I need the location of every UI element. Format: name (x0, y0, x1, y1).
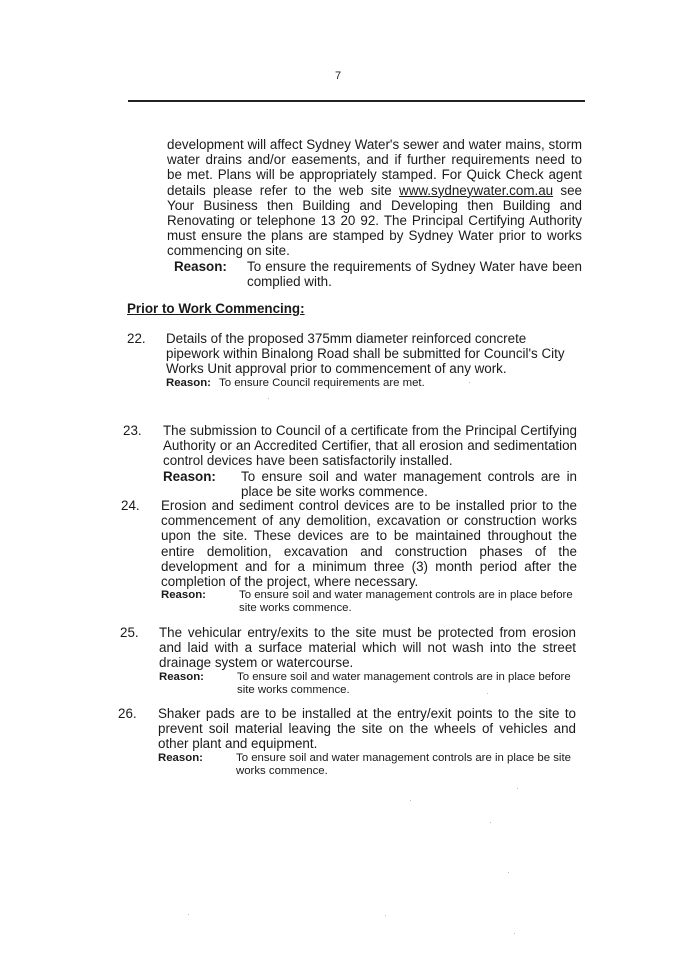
condition-reason (161, 589, 577, 615)
condition-number: 22. (127, 331, 146, 346)
condition-reason (166, 377, 577, 390)
condition-number: 23. (123, 423, 142, 438)
reason-text: To ensure soil and water management controls are in place be site works commence. (241, 468, 577, 499)
condition-26 (118, 706, 576, 778)
sydney-water-link[interactable]: www.sydneywater.com.au (399, 182, 554, 198)
condition-number: 25. (120, 625, 139, 640)
reason-label: Reason: (159, 670, 204, 683)
intro-text-start: development will affect Sydney Water's sewer and water mains, storm water drains and/or easements, and if further requirements need to be met. Plans will be appropriately stamped. For Quick Check agent details please refer to the web site (167, 137, 582, 198)
condition-22 (127, 331, 577, 390)
condition-text: Erosion and sediment control devices are to be installed prior to the commencement of any demolition, excavation or construction works upon the site. These devices are to be maintained throughout the entire demolition, excavation and construction phases of the development and for a minimum three (3) month period after the completion of the project, where necessary. (161, 498, 577, 590)
scan-speck (517, 788, 518, 789)
reason-text: To ensure soil and water management controls are in place be site works commence. (236, 751, 571, 777)
reason-text: To ensure soil and water management controls are in place before site works commence. (239, 589, 573, 615)
scan-speck (268, 398, 269, 399)
intro-text-end: see Your Business then Building and Developing then Building and Renovating or telephone 13 20 92. The Principal Certifying Authority must ensure the plans are stamped by Sydney Water prior to works commencing on site. (167, 182, 582, 259)
scan-speck (487, 693, 488, 694)
reason-text: To ensure the requirements of Sydney Water have been complied with. (247, 259, 582, 289)
condition-number: 26. (118, 706, 137, 721)
header-rule (128, 100, 585, 102)
condition-reason (159, 671, 576, 697)
condition-reason (163, 469, 577, 499)
condition-text: The submission to Council of a certificate from the Principal Certifying Authority or an Accredited Certifier, that all erosion and sedimentation control devices have been satisfactorily installed. (163, 423, 577, 469)
condition-text: The vehicular entry/exits to the site must be protected from erosion and laid with a surface material which will not wash into the street drainage system or watercourse. (159, 625, 576, 671)
scan-speck (385, 915, 386, 916)
condition-reason (158, 752, 576, 778)
scan-speck (410, 800, 411, 801)
reason-label: Reason: (166, 376, 211, 389)
intro-paragraph (167, 137, 582, 259)
reason-label: Reason: (174, 259, 227, 274)
reason-label: Reason: (158, 751, 203, 764)
scan-speck (469, 382, 470, 383)
scan-speck (514, 933, 515, 934)
reason-text: To ensure Council requirements are met. (219, 376, 425, 389)
reason-text: To ensure soil and water management controls are in place before site works commence. (237, 670, 571, 696)
scan-speck (490, 822, 491, 823)
condition-text: Details of the proposed 375mm diameter reinforced concrete pipework within Binalong Road shall be submitted for Council's City Works Unit approval prior to commencement of any work. (166, 331, 565, 377)
condition-number: 24. (121, 498, 140, 513)
scan-speck (508, 872, 509, 873)
section-heading: Prior to Work Commencing: (127, 301, 305, 316)
condition-24 (121, 498, 577, 616)
condition-text: Shaker pads are to be installed at the entry/exit points to the site to prevent soil material leaving the site on the wheels of vehicles and other plant and equipment. (158, 706, 576, 752)
intro-reason (174, 259, 582, 289)
reason-label: Reason: (161, 589, 206, 602)
reason-label: Reason: (163, 468, 216, 484)
page-number: 7 (334, 70, 342, 82)
condition-25 (120, 625, 576, 697)
condition-23 (123, 423, 577, 499)
scan-speck (188, 914, 189, 915)
